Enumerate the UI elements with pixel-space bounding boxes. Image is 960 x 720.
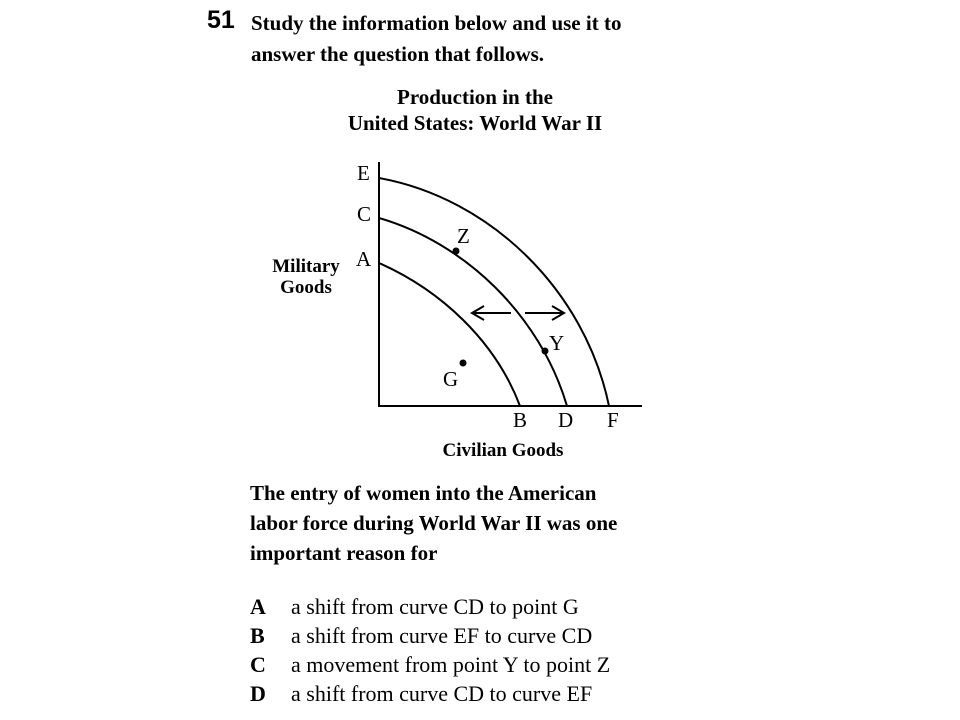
label-g: G: [443, 367, 459, 391]
question-prompt: [250, 478, 770, 568]
point-g-dot: [460, 360, 467, 367]
choice-text: a shift from curve CD to curve EF: [291, 680, 593, 706]
choice-text: a movement from point Y to point Z: [291, 651, 611, 677]
figure-title-line: Production in the: [397, 85, 553, 109]
label-z: Z: [457, 224, 470, 248]
answer-choices: [250, 592, 770, 708]
x-axis-title: Civilian Goods: [442, 440, 564, 461]
point-z-dot: [453, 248, 460, 255]
label-d: D: [558, 408, 574, 432]
instruction-line: answer the question that follows.: [251, 42, 545, 66]
label-f: F: [607, 408, 619, 432]
figure-title-line: United States: World War II: [347, 111, 603, 135]
right-arrow: [525, 306, 564, 320]
label-e: E: [357, 161, 370, 185]
question-number: 51: [207, 6, 235, 34]
left-arrow: [472, 306, 511, 320]
choice-letter: C: [250, 651, 266, 677]
y-axis-title-line: Goods: [280, 277, 332, 298]
choice-letter: B: [250, 622, 265, 648]
choice-letter: D: [250, 680, 266, 706]
choice-b[interactable]: [250, 621, 770, 650]
instruction-line: Study the information below and use it to: [251, 11, 622, 35]
label-c: C: [357, 202, 372, 226]
choice-d[interactable]: [250, 679, 770, 708]
point-y-dot: [542, 348, 549, 355]
y-axis-title-line: Military: [272, 256, 340, 277]
label-b: B: [513, 408, 528, 432]
prompt-line: important reason for: [250, 541, 438, 565]
choice-text: a shift from curve CD to point G: [291, 593, 579, 619]
label-a: A: [356, 247, 372, 271]
choice-text: a shift from curve EF to curve CD: [291, 622, 593, 648]
prompt-line: labor force during World War II was one: [250, 511, 618, 535]
prompt-line: The entry of women into the American: [250, 481, 597, 505]
curve-ef: [379, 178, 609, 406]
choice-c[interactable]: [250, 650, 770, 679]
choice-letter: A: [250, 593, 266, 619]
label-y: Y: [549, 331, 565, 355]
choice-a[interactable]: [250, 592, 770, 621]
